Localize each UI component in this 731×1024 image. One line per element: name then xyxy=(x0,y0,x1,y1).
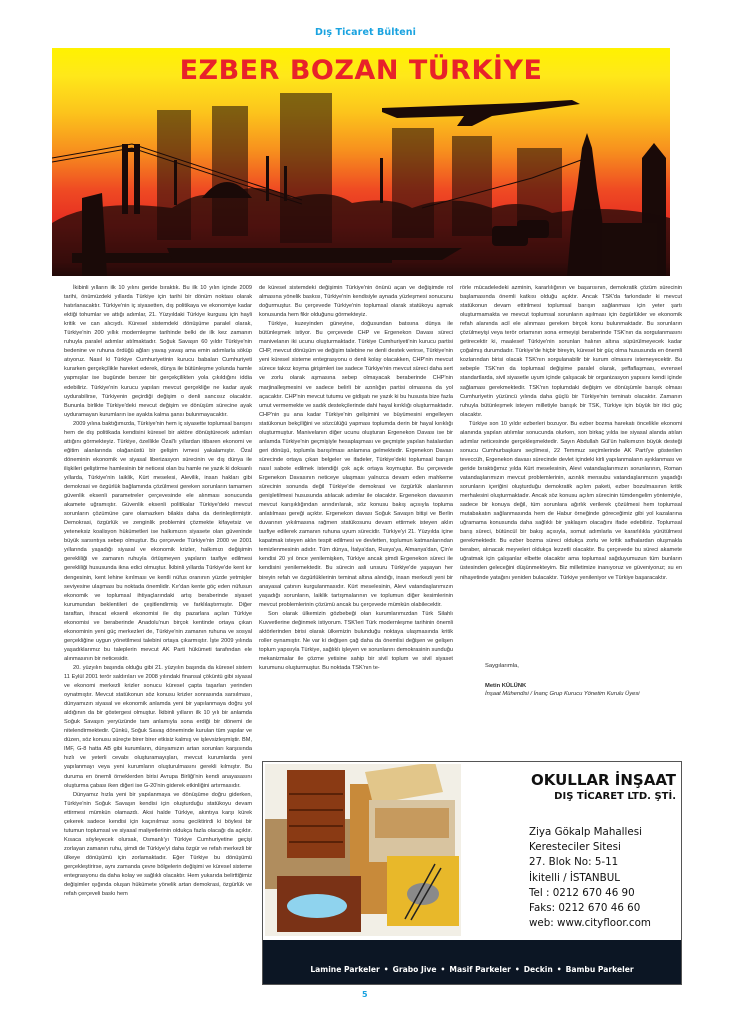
tower-silhouette xyxy=(82,193,107,276)
minaret xyxy=(174,160,177,205)
ferry-silhouette xyxy=(167,248,462,260)
airplane-icon xyxy=(382,100,580,126)
article-column-1 xyxy=(64,284,252,974)
article-paragraph: Türkiye, kuzeyinden güneyine, doğusundan batısına dünya ile bütünleşmek istiyor. Bu çerçevede CHP ve Ergenekon Davası süreci manivelanın iki ucunu oluşturmaktadır. Türkiye Cumhuriyeti'nin kurucu partisi CHP, mevcut dönüşüm ve değişim talebine ne denli destek verirse, Türkiye'nin yeni küresel sisteme entegrasyonu o denli kolay olacakken, CHP'nin mevcut sürece takoz koyma girişimleri ise sadece Türkiye'nin mevcut süreci daha sert ve zorlu olarak aşmasına sebep olmayacak beraberinde CHP'nin marjinalleşmesini ve sadece belirli bir azınlığın partisi olmasına da yol açacaktır. CHP'nin mevcut tutumu ve gidişatı ne yazık ki bu hususta bize fazla umut vermemekte ve sadık destekçilerinde dahi hayal kırıklığı oluşturmaktadır. CHP'nin şu ana kadar Türkiye'nin gelişimini ve büyümesini engelleyen statükonun bekçiliğini ve sözcülüğü yapması toplumda derin bir hayal kırıklığı oluşturmuştur. Manivelanın diğer ucunu oluşturan Ergenekon Davası ise bir anlamda Türkiye'nin geçmişiyle hesaplaşması ve geçmişte yapılan hatalardan geri dönüşü, toplumla barışılması anlamına gelmektedir. Ergenekon Davası sürecinde ortaya çıkan belgeler ve ifadeler, Türkiye'deki toplumsal barışın nasıl sabote edilmek istendiği çok açık ortaya koymuştur. Bu çerçevede Ergenekon Davasının neticeye ulaşması yalnızca devam eden mahkeme sürecinin sonunda değil Türkiye'de demokrasi ve özgürlük alanlarının genişletilmesi hususunda atılacak adımlar ile olacaktır. Ergenekon davasının mevcut karışıklığından arındırılarak, söz konusu bakış açısıyla topluma anlatılması gereği açıktır. Ergenekon davası Soğuk Savaşın bitişi ve Berlin duvarının yıkılmasına rağmen statükosunu devam ettirmek isteyen aklın tasfiye edilerek zamanın ruhuna uyum sürecidir. Türkiye'yi 21. Yüzyılda içine kapatmak isteyen aklın tespit edilmesi ve devletten, toplumun katmanlarından temizlenmesinin adıdır. Tüm dünya, İtalya'dan, Rusya'ya, Almanya'dan, Çin'e kendisi 20 yıl önce yenilemişken, Türkiye ancak şimdi Ergenekon süreci ile kendisini yenilemektedir. Bu sürecin asli unsuru Türkiye'de yaşayan her bireyin refah ve özgürlüklerinin teminat altına alındığı, insan merkezli yeni bir anayasal çatının kurgulanmasıdır. Kürt meselesinin, Alevi vatandaşlarımızın yaşadığı sorunların, laiklik tartışmalarının ve toplumun diğer kesimlerinin mevcut problemlerinin çözümü ancak bu çerçevede mümkün olabilecektir. xyxy=(259,321,453,608)
publication-title: Dış Ticaret Bülteni xyxy=(314,27,417,38)
author-role: İnşaat Mühendisi / İnanç Grup Kurucu Yönetim Kurulu Üyesi xyxy=(485,691,640,697)
product-item: Deckin xyxy=(523,965,553,974)
bullet-separator: • xyxy=(440,965,446,974)
floor-sample-image xyxy=(365,764,443,804)
product-bar xyxy=(263,940,681,984)
article-column-2 xyxy=(259,284,453,744)
phone-line: Tel : 0212 670 46 90 xyxy=(529,886,635,899)
page-number: 5 xyxy=(362,990,368,999)
tram-silhouette xyxy=(602,223,657,276)
product-item: Grabo Jive xyxy=(392,965,437,974)
author-signature xyxy=(485,663,640,697)
staircase-photo xyxy=(287,770,345,858)
article-paragraph: 2009 yılına baktığımızda, Türkiye'nin hem iç siyasette toplumsal barışını hem de dış politikada kendisini küresel bir aktöre dönüştürecek adımları attığını görmekteyiz. Türkiye, özellikle Özal'lı yıllardan itibaren ekonomi ve eğitim alanlarında olağanüstü bir gelişim ivmesi yakalamıştır. Özal döneminin ekonomik ve siyasal liberizasyon sürecinin ve dış dünya ile ilişkileri geliştirme hamlesinin bir neticesi olan bu hamle ne yazık ki doksanlı yıllarda, Türkiye'nin laiklik, Kürt meselesi, Alevilik, insan hakları gibi demokrasi ve özgürlük bağlamında çözülmesi gereken sorunların tamamen güvenlik eksenli parametreler çerçevesinde ele alınması sonucunda akamete uğramıştır. Güvenlik eksenli politikalar Türkiye'deki mevcut sorunların çözümüne çare olamazken bilakis daha da derinleştirmiştir. Demokrasi, özgürlük ve zenginlik problemini çözmekte kifayetsiz ve yeteneksiz koalisyon hükümetleri ise halkımızın siyasete olan güveninde büyük sarsıntıya sebep olmuştur. Bu çerçevede Türkiye'nin 2000 ve 2001 yıllarında yaşadığı siyasal ve ekonomik krizler, halkımızı değişimin gerekliliği ve zamanın ruhuyla örtüşmeyen yapıların tasfiye edilmesi gerekliliği hususunda ikna edici olmuştur. İkibinli yıllarda Türkiye'de kent kır dengesinin, kent lehine kırılması ve kentli nüfus oranının yüzde yetmişler seviyesine ulaşması bu noktada önemlidir. Kır'dan kente göç eden nüfusun ekonomik ve toplumsal ihtiyaçlarındaki artış beraberinde siyaset kurumundan beklentileri de çeşitlendirmiş ve farklılaştırmıştır. Diğer taraftan, ihracat eksenli ekonomisi ile dış pazarlara açılan Türkiye ekonomisi ve beraberinde Anadolu'nun birçok kentinde ortaya çıkan ekonominin yeni güç merkezleri de, Türkiye'nin zamanın ruhuna ve sosyal gerçekliğine uygun yönetilmesi talebini ortaya çıkarmıştır. İşte 2009 yılında yaşadıklarımız bu taleplerin mevcut AK Parti hükümeti tarafından ele alınmasının bir neticesidir. xyxy=(64,420,252,662)
article-column-3 xyxy=(460,284,682,664)
address-line: Keresteciler Sitesi xyxy=(529,841,621,854)
article-paragraph: Dünyamız hızla yeni bir yapılanmaya ve dönüşüme doğru giderken, Türkiye'nin Soğuk Savaşın kendisi için oluşturduğu statükoyu devam ettirmesi mümkün olamazdı. Aksi halde Türkiye, akıntıya karşı kürek çekerek sadece kendisi için kaçınılmaz sonu geciktirirdi ki böylesi bir tutumun toplumsal ve siyasal maliyetlerinin oldukça fazla olacağı da açıktır. Kısaca söyleyecek olursak, Osmanlı'yı Türkiye Cumhuriyetine geçişi zorlayan zamanın ruhu, şimdi de Türkiye'yi daha özgür ve refah merkezli bir ülkeye dönüşümü için zorlamaktadır. Eğer Türkiye bu dönüşümü gerçekleştirirse, aynı zamanda çevre bölgelerin değişimi ve küresel sisteme entegrasyonu da daha kolay ve sağlıklı olacaktır. Hem yukarıda belirttiğimiz değişimler ışığında oluşan hükümete yönelik artan demokrasi, özgürlük ve refah çerçeveli baskı hem xyxy=(64,791,252,898)
signature-greeting: Saygılarımla, xyxy=(485,663,519,669)
advertisement xyxy=(262,761,682,985)
bullet-separator: • xyxy=(556,965,562,974)
company-name xyxy=(471,772,676,803)
hero-headline: EZBER BOZAN TÜRKİYE xyxy=(179,55,543,86)
article-paragraph: Türkiye son 10 yıldır ezberleri bozuyor. Bu ezber bozma harekatı öncelikle ekonomi alanında yapılan atılımlar sonucunda olurken, son birkaç yılda ise siyasal alanda atılan adımlar neticesinde gerçekleşmektedir. Sayın Abdullah Gül'ün halkımızın büyük desteği sonucu Cumhurbaşkanı seçilmesi, 22 Temmuz seçimlerinde AK Parti'ye gösterilen teveccüh, Ergenekon davası sürecinde devlet içindeki kirli yapılanmaların ayıklanması ve geride bıraktığımız yılda Kürt meselesinin, Alevi vatandaşlarımızın sorunlarının, Roman vatandaşlarımızın mevcut problemlerinin, azınlık mensubu vatandaşlarımızın yaşadığı sorunların içeriğini oluşturduğu demokratik açılım paketi, ezber bozulmasının kritik merhalesini oluşturmaktadır. Ancak söz konusu açılım sürecinin tümdengelim yöntemiyle, sadece bir konuya değil, tüm sorunlara ağırlık verilerek çözülmesi hem toplumsal mutabakatın sağlanmasında hem de Habur örneğinde göreceğimiz gibi yol kazalarına uğramama konusunda daha sağlıklı bir yaklaşım olacağını ifade edebiliriz. Toplumsal barış süreci, bütüncül bir bakış açısıyla, somut adımlarla ve kararlılıkla yürütülmesi gerekmektedir. Bu ezber bozma süreci oldukça zorlu ve kritik safhalardan oluşmakla beraber, alınacak meyveleri oldukça lezzetli olacaktır. Bu çerçevede bu süreci akamete uğratmak için çalışanlar elbette olacaktır ama toplumsal sağduyumuzun tüm bunların üstesinden geleceğini düşünmekteyim. Biz milletimize inanıyoruz ve güveniyoruz; su en nihayetinde yatağını yeniden bulacaktır. Türkiye yenileniyor ve Türkiye başaracaktır. xyxy=(460,420,682,581)
website-line: web: www.cityfloor.com xyxy=(529,917,651,930)
article-paragraph: Son olarak ülkemizin gözbebeği olan kurumlarımızdan Türk Silahlı Kuvvetlerine değinmek istiyorum. TSK'leri Türk modernleşme tarihinin önemli aktörlerinden birisi olarak ülkemizin bulunduğu noktaya ulaşmasında kritik roller oynamıştır. Ne var ki değişen çağ daha da önemlisi değişen ve gelişen toplum yapısıyla Türkiye, sağlıklı işleyen ve sorunlarını demokrasinin sunduğu mekanizmalar ile çözme yetisine sahip bir sivil toplum ve sivil siyaset kurumunu oluşturmuştur. Bu noktada TSK'nın te- xyxy=(259,610,453,671)
product-item: Masif Parkeler xyxy=(449,965,511,974)
author-name: Metin KÜLÜNK xyxy=(485,683,527,689)
address-line: Ziya Gökalp Mahallesi xyxy=(529,826,642,838)
ad-photo-collage xyxy=(265,764,461,936)
hero-banner xyxy=(52,48,670,276)
bridge-tower xyxy=(122,144,128,214)
company-contact xyxy=(529,825,651,931)
product-item: Bambu Parkeler xyxy=(565,965,634,974)
product-item: Lamine Parkeler xyxy=(310,965,380,974)
company-name-line2: DIŞ TİCARET LTD. ŞTİ. xyxy=(554,791,676,802)
address-line: İkitelli / İSTANBUL xyxy=(529,871,620,884)
fax-line: Faks: 0212 670 46 60 xyxy=(529,902,641,915)
article-paragraph: İkibinli yılların ilk 10 yılını geride bıraktık. Bu ilk 10 yılın içinde 2009 tarihi, önümüzdeki yıllarda Türkiye için tarihi bir dönüm noktası olarak hatırlanacaktır. Türkiye'nin iç siyasetten, dış politikaya ve ekonomiye kadar ektiği tohumlar ve attığı adımlar, 21. Yüzyıldaki Türkiye kurgusu için hayli kritik ve can alıcıydı. Küresel sistemdeki dönüşüme paralel olarak, Türkiye'nin 200 yıllık modernleşme tarihinde belki de ilk kez zamanın ruhuyla paralel adımlar atılmaktadır. Soğuk Savaşın 60 yıldır Türkiye'nin bedenine ve ruhuna ördüğü ağları yavaş yavaş ama emin adımlarla söküp atıyoruz. Nasıl ki Türkiye Cumhuriyetinin kurucu babaları Cumhuriyeti kurarken gerçekçilikle hareket ederek, dünya ile bütünleşme yolunda hamle yapmışlar ise bugünde benzer bir gerçekçilikten yola çıkıldığını iddia edebiliriz. Türkiye'nin kurucu yapıları mevcut gerçekliğe ne kadar ayak uydurabilirse, Türkiyenin geçirdiği değişim o denli sancısız olacaktır. Bununla birlikte Türkiye'deki mevcut değişim ve dönüşüm sürecine ayak uyduramayan kurumların ise ayakta kalma şansı bulunmayacaktır. xyxy=(64,285,252,418)
bullet-separator: • xyxy=(383,965,389,974)
address-line: 27. Blok No: 5-11 xyxy=(529,856,619,869)
bullet-separator: • xyxy=(514,965,520,974)
article-paragraph: de küresel sistemdeki değişimin Türkiye'nin önünü açan ve değişimde rol almasına yönelik baskısı, Türkiye'nin kendisiyle aynada yüzleşmesi sonucunu doğurmuştur. Bu çerçevede Türkiye'nin toplumsal olarak statükoyu aşmak konusunda hem fikir olduğunu görmekteyiz. xyxy=(259,285,453,319)
article-paragraph: 20. yüzyılın başında olduğu gibi 21. yüzyılın başında da küresel sistem 11 Eylül 2001 terör saldırıları ve 2008 yılındaki finansal çöküntü gibi siyasal ve ekonomi merkezli krizler sonucu küresel çapta taşarları yerinden oynatmıştır. Mevcut statükonun söz konusu krizler sonrasında sarsılması, dünyamızın siyasal ve ekonomik anlamda yeni bir yapılanmaya doğru yol aldığının da bir göstergesi olmuştur. İkibinli yılların ilk 10 yılı bir anlamda Soğuk Savaşın yeryüzünde tam anlamıyla sona erdiği bir dönemi de nitelendirmektedir. Çünkü, Soğuk Savaş döneminde kurulan tüm yapılar ve düzen, söz konusu süreçte birer birer etkisiz kalmış ve işlevsizleşmiştir. BM, IMF, G-8 hatta AB gibi kurumların, dünyamızın artan sorunları karşısında hızlı ve yeterli cevabı oluşturamayışları, mevcut kurumlarda yeni yapılanmayı veya yeni kurumların oluşturulmasını gerekli kılmıştır. Bu duruma en önemli örneklerden birisi Avrupa Birliği'nin kendi anayasasını oluşturma çabası iken diğeri ise G-20'nin giderek etkinliğini artırmasıdır. xyxy=(64,664,252,789)
article-paragraph: rörle mücadeledeki azminin, kararlılığının ve başarısının, demokratik çözüm sürecinin başlamasında önemli katkısı olduğu açıktır. Ancak TSK'da farkındadır ki mevcut statükonun devam ettirilmesi toplumsal barışın sağlanması için yeter şartı oluşturmamakta ve mevcut toplumsal sorunların aşılması için özgürlükler ve ekonomik refah alanında acil ele alınması gereken birçok konu bulunmaktadır. Bu sorunların çözülmeyişi veya terör ortamının sona ermeyişi beraberinde TSK'nın da sorgulanmasını getirecektir ki, maalesef Türkiye'nin sorunları halının altına süpürülmeyecek kadar çoğalmış durumdadır. Türkiye'de hiçbir bireyin, küresel bir güç olma hususunda en önemli kozlarından birisi olacak TSK'nın sorgulanabilir bir kurum olmasını istemeyecektir. Bu sebeple TSK'nın da toplumsal değişime paralel olarak, şeffaflaşması, evrensel standartlarda, sivil siyasetle uyum içinde çalışacak bir organizasyon yapısını kendi içinde sağlaması gerekmektedir. TSK'nın toplumdaki değişim ve dönüşümle barışık olması Cumhuriyetin yüzüncü yılında daha güçlü bir Türkiye'nin teminatı olacaktır. Zamanın ruhuyla bütünleşmek isteyen milletiyle barışık bir TSK, Türkiye için büyük bir itici güç olacaktır. xyxy=(460,285,682,418)
company-name-line1: OKULLAR İNŞAAT xyxy=(530,771,676,789)
